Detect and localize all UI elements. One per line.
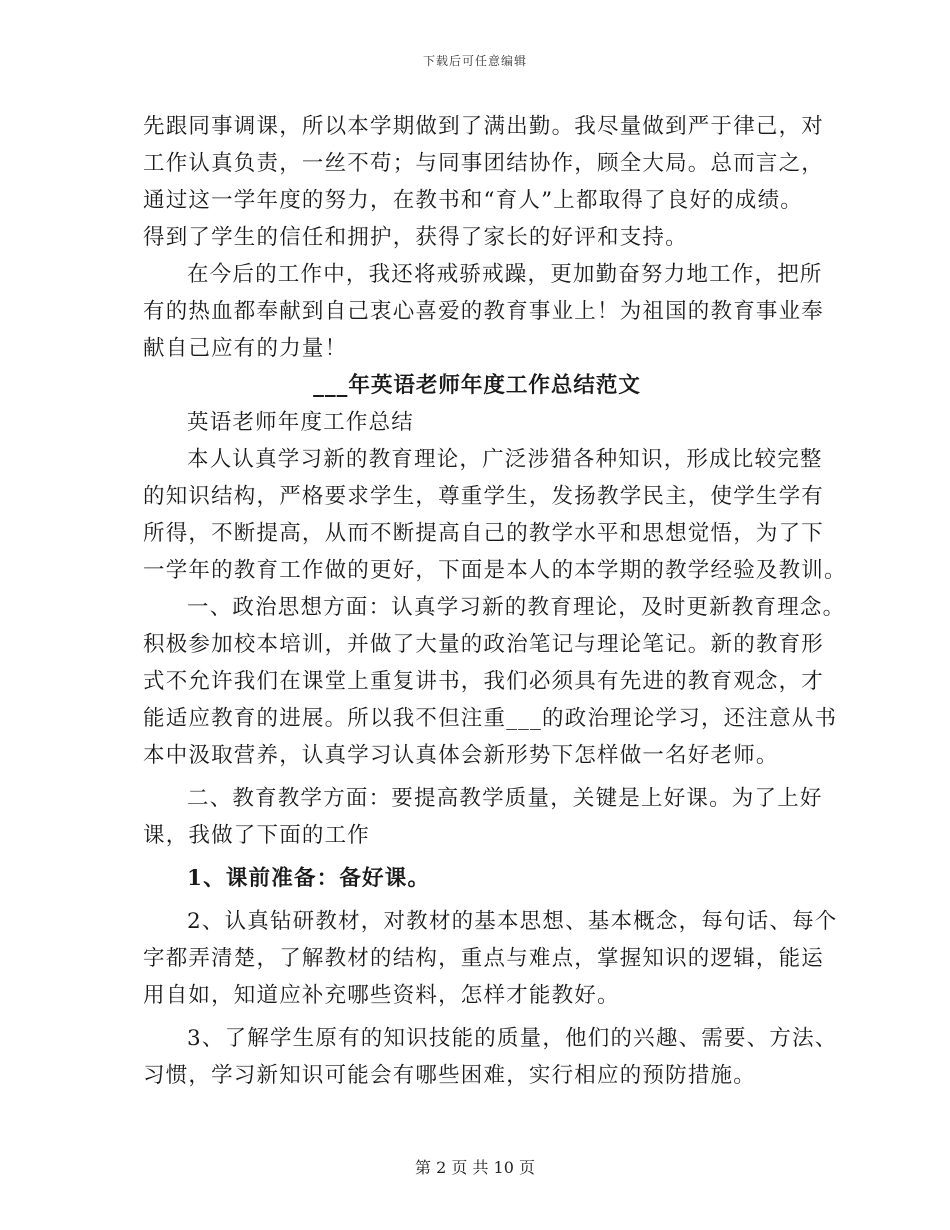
body-line: 工作认真负责，一丝不苟；与同事团结协作，顾全大局。总而言之， (143, 151, 825, 176)
section-heading: ___年英语老师年度工作总结范文 (313, 373, 641, 398)
body-line: 二、教育教学方面：要提高教学质量，关键是上好课。为了上好 (187, 786, 823, 811)
subtitle-line: 英语老师年度工作总结 (187, 410, 415, 435)
document-body (143, 108, 847, 1094)
body-line: 一学年的教育工作做的更好，下面是本人的本学期的教学经验及教训。 (143, 558, 847, 583)
body-line: 本中汲取营养，认真学习认真体会新形势下怎样做一名好老师。 (143, 743, 779, 768)
page-header: 下载后可任意编辑 (422, 54, 527, 68)
body-line: 本人认真学习新的教育理论，广泛涉猎各种知识，形成比较完整 (187, 447, 823, 472)
body-line: 有的热血都奉献到自己衷心喜爱的教育事业上！为祖国的教育事业奉 (143, 299, 825, 324)
body-line: 在今后的工作中，我还将戒骄戒躁，更加勤奋努力地工作，把所 (187, 262, 823, 287)
body-line: 2、认真钻研教材，对教材的基本思想、基本概念，每句话、每个 (187, 909, 838, 934)
body-line: 字都弄清楚，了解教材的结构，重点与难点，掌握知识的逻辑，能运 (143, 946, 825, 971)
body-line: 式不允许我们在课堂上重复讲书，我们必须具有先进的教育观念，才 (143, 669, 825, 694)
body-line: 所得，不断提高，从而不断提高自己的教学水平和思想觉悟，为了下 (143, 521, 825, 546)
page-number: 第 2 页 共 10 页 (415, 1158, 535, 1177)
body-line: 通过这一学年度的努力，在教书和“育人”上都取得了良好的成绩。 (143, 188, 803, 213)
body-line: 用自如，知道应补充哪些资料，怎样才能教好。 (143, 983, 620, 1008)
bold-item: 1、课前准备：备好课。 (187, 866, 431, 891)
body-line: 献自己应有的力量！ (143, 336, 348, 361)
body-line: 先跟同事调课，所以本学期做到了满出勤。我尽量做到严于律己，对 (143, 114, 825, 139)
body-line: 3、了解学生原有的知识技能的质量，他们的兴趣、需要、方法、 (187, 1026, 838, 1051)
body-line: 的知识结构，严格要求学生，尊重学生，发扬教学民主，使学生学有 (143, 484, 825, 509)
body-line: 习惯，学习新知识可能会有哪些困难，实行相应的预防措施。 (143, 1063, 756, 1088)
body-line: 积极参加校本培训，并做了大量的政治笔记与理论笔记。新的教育形 (143, 632, 825, 657)
body-line: 课，我做了下面的工作 (143, 823, 371, 848)
body-line: 能适应教育的进展。所以我不但注重___的政治理论学习，还注意从书 (143, 706, 838, 731)
body-line: 一、政治思想方面：认真学习新的教育理论，及时更新教育理念。 (187, 595, 846, 620)
body-line: 得到了学生的信任和拥护，获得了家长的好评和支持。 (143, 225, 688, 250)
